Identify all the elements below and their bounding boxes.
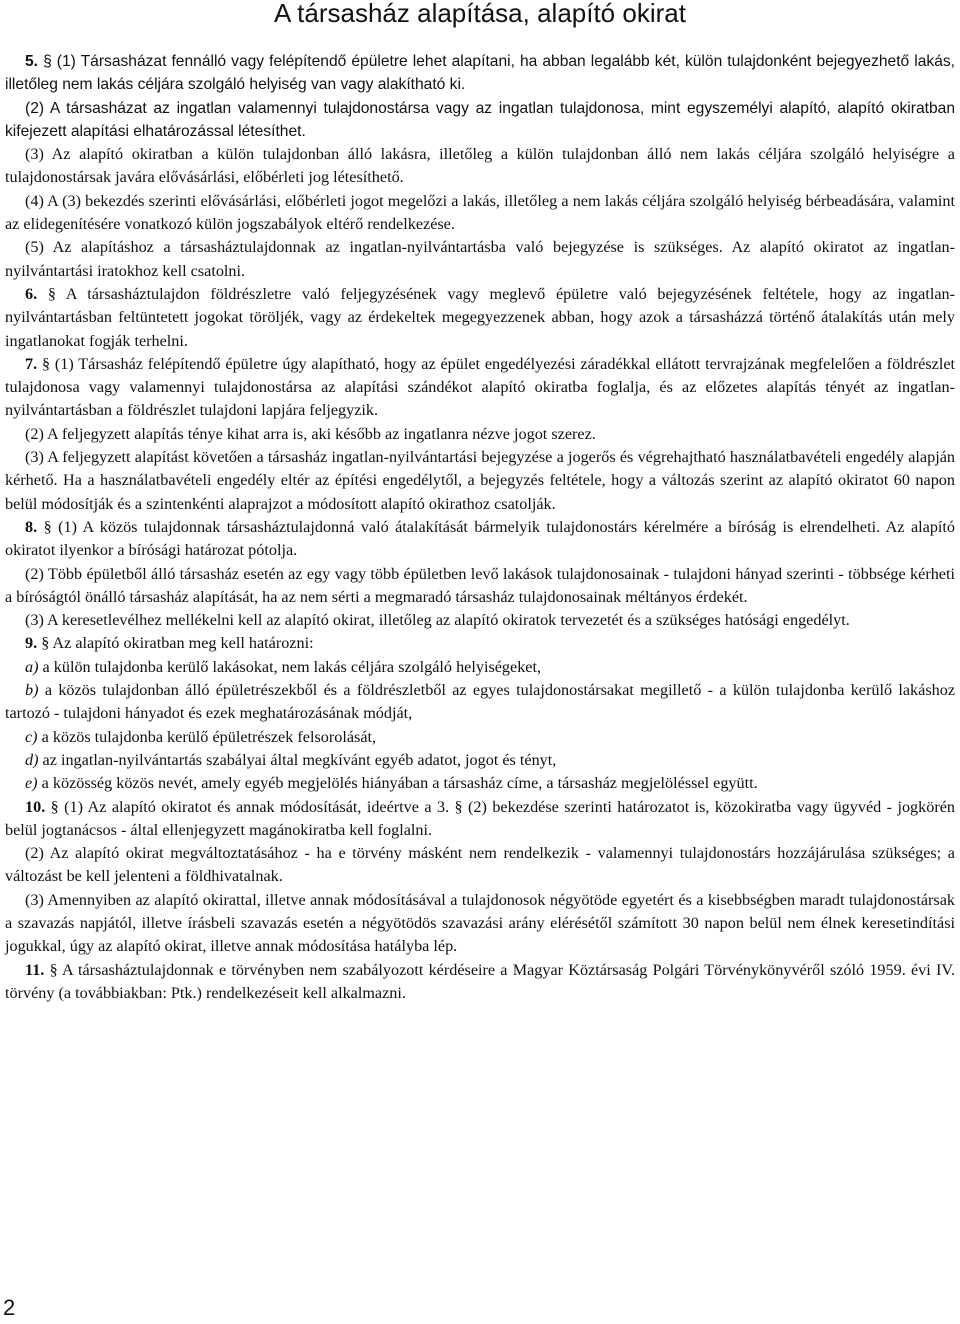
paragraph-text: § Az alapító okiratban meg kell határozni: <box>41 634 314 653</box>
section-number: 11. <box>25 960 45 979</box>
paragraph <box>5 50 955 97</box>
item-letter: a) <box>25 657 39 676</box>
paragraph <box>5 236 955 283</box>
paragraph-text: (2) Az alapító okirat megváltoztatásához - ha e törvény másként nem rendelkezik - valamennyi tulajdonostárs hozzájárulása szükséges; a változást be kell jelenteni a földhivatalnak. <box>5 844 955 886</box>
paragraph-text: az ingatlan-nyilvántartás szabályai által megkívánt egyéb adatot, jogot és tényt, <box>42 750 557 769</box>
paragraph-text: a közösség közös nevét, amely egyéb megjelölés hiányában a társasház címe, a társasház megjelöléssel együtt. <box>41 774 758 793</box>
paragraph-text: a közös tulajdonba kerülő épületrészek felsorolását, <box>41 727 377 746</box>
paragraph <box>5 143 955 190</box>
item-letter: d) <box>25 750 39 769</box>
paragraph-text: § (1) Társasház felépítendő épületre úgy alapítható, hogy az épület engedélyezési záradékkal ellátott tervrajzának megfelelően a földrészlet tulajdonosa vagy valamennyi tulajdonostársa az alapítási szándékot alapító okiratba foglalja, és az előzetes alapítás tényét az ingatlan-nyilvántartásban a földrészlet tulajdoni lapjára feljegyzik. <box>5 354 955 420</box>
list-item <box>5 656 955 679</box>
paragraph-text: (5) Az alapításhoz a társasháztulajdonnak az ingatlan-nyilvántartásba való bejegyzése is szükséges. Az alapító okiratot az ingatlan-nyilvántartási iratokhoz kell csatolni. <box>5 238 955 280</box>
section-number: 9. <box>25 634 38 653</box>
paragraph-text: a külön tulajdonba kerülő lakásokat, nem lakás céljára szolgáló helyiségeket, <box>42 657 542 676</box>
paragraph <box>5 446 955 516</box>
paragraph-text: (2) A társasházat az ingatlan valamennyi tulajdonostársa vagy az ingatlan tulajdonosa, mint egyszemélyi alapító, alapító okiratban kifejezett alapítási elhatározással létesíthet. <box>5 99 955 140</box>
list-item <box>5 679 955 726</box>
paragraph <box>5 516 955 563</box>
paragraph <box>5 632 955 655</box>
paragraph <box>5 609 955 632</box>
section-number: 5. <box>25 53 39 70</box>
paragraph-text: (2) Több épületből álló társasház esetén az egy vagy több épületben levő lakások tulajdonosainak - tulajdoni hányad szerinti - többsége kérheti a bíróságtól önálló társasház alapítását, ha az nem sérti a megmaradó társasház tulajdonosainak méltányos érdekét. <box>5 564 955 606</box>
section-number: 6. <box>25 284 38 303</box>
paragraph-text: § (1) A közös tulajdonnak társasháztulajdonná való átalakítását bármelyik tulajdonostárs kérelmére a bíróság is elrendelheti. Az alapító okiratot ilyenkor a bírósági határozat pótolja. <box>5 517 956 560</box>
paragraph <box>5 889 955 959</box>
document-title: A társasház alapítása, alapító okirat <box>274 0 686 28</box>
paragraph-text: (3) A keresetlevélhez mellékelni kell az alapító okirat, illetőleg az alapító okiratok tervezetét és a szükséges hatósági engedélyt. <box>25 611 850 630</box>
item-letter: b) <box>25 681 39 700</box>
paragraph-text: § (1) Az alapító okiratot és annak módosítását, ideértve a 3. § (2) bekezdése szerinti határozatot is, közokiratba vagy ügyvéd - jogkörén belül jogtanácsos - által ellenjegyzett magánokiratba kell foglalni. <box>5 797 955 839</box>
paragraph-text: (2) A feljegyzett alapítás ténye kihat arra is, aki később az ingatlanra nézve jogot szerez. <box>25 424 596 443</box>
paragraph-text: (4) A (3) bekezdés szerinti elővásárlási, előbérleti jogot megelőzi a lakás, illetőleg a nem lakás céljára szolgáló helyiség bérbeadására, valamint az elidegenítésére vonatkozó külön jogszabályok eltérő rendelkezése. <box>5 191 955 234</box>
paragraph-text: (3) Amennyiben az alapító okirattal, illetve annak módosításával a tulajdonosok négyötöde egyetért és a kisebbségben maradt tulajdonostársak a szavazás napjától, illetve írásbeli szavazás esetén a négyötödös szavazási arány elérésétől számított 30 napon belül nem élnek keresetindítási jogukkal, úgy az alapító okirat, illetve annak módosítása hatályba lép. <box>5 890 955 956</box>
paragraph <box>5 796 955 843</box>
paragraph <box>5 190 955 237</box>
item-letter: e) <box>25 774 38 793</box>
paragraph-text: § (1) Társasházat fennálló vagy felépítendő épületre lehet alapítani, ha abban legalább két, külön tulajdonként bejegyezhető lakás, illetőleg nem lakás céljára szolgáló helyiség van vagy alakítható ki. <box>5 53 955 94</box>
paragraph-text: § A társasháztulajdonnak e törvényben nem szabályozott kérdéseire a Magyar Köztársaság Polgári Törvénykönyvéről szóló 1959. évi IV. törvény (a továbbiakban: Ptk.) rendelkezéseit kell alkalmazni. <box>5 960 955 1002</box>
paragraph <box>5 97 955 144</box>
paragraph <box>5 959 955 1006</box>
paragraph-text: a közös tulajdonban álló épületrészekből és a földrészletből az egyes tulajdonostársakat megillető - a külön tulajdonba kerülő lakáshoz tartozó - tulajdoni hányadot és ezek meghatározásának módját, <box>5 681 955 723</box>
list-item <box>5 749 955 772</box>
paragraph-text: § A társasháztulajdon földrészletre való feljegyzésének vagy meglevő épületre való bejegyzésének feltétele, hogy az ingatlan-nyilvántartásban feltüntetett jogokat töröljék, vagy az érdekeltek megegyezzenek abban, hogy azok a társasházzá történő átalakítás után mely ingatlanokat fogják terhelni. <box>5 284 955 350</box>
paragraph-text: (3) Az alapító okiratban a külön tulajdonban álló lakásra, illetőleg a külön tulajdonban álló nem lakás céljára szolgáló helyiségre a tulajdonostársak javára elővásárlási, előbérleti jog létesíthető. <box>5 145 955 187</box>
paragraph-text: (3) A feljegyzett alapítást követően a társasház ingatlan-nyilvántartási bejegyzése a jogerős és végrehajtható használatbavételi engedély alapján kérhető. Ha a használatbavételi engedély eltér az építési engedélytől, a bejegyzés feltétele, hogy a változás szerint az alapító okiratot 60 napon belül módosítják és a szintenkénti alaprajzot a módosított alapító okirathoz csatolják. <box>5 448 955 513</box>
section-number: 7. <box>25 354 38 373</box>
paragraph <box>5 842 955 889</box>
paragraph <box>5 283 955 353</box>
list-item <box>5 772 955 795</box>
page-number: 2 <box>3 1295 16 1320</box>
document-body <box>5 50 955 1005</box>
list-item <box>5 726 955 749</box>
paragraph <box>5 423 955 446</box>
section-number: 10. <box>25 797 46 816</box>
item-letter: c) <box>25 727 38 746</box>
paragraph <box>5 563 955 610</box>
paragraph <box>5 353 955 423</box>
section-number: 8. <box>25 517 38 536</box>
